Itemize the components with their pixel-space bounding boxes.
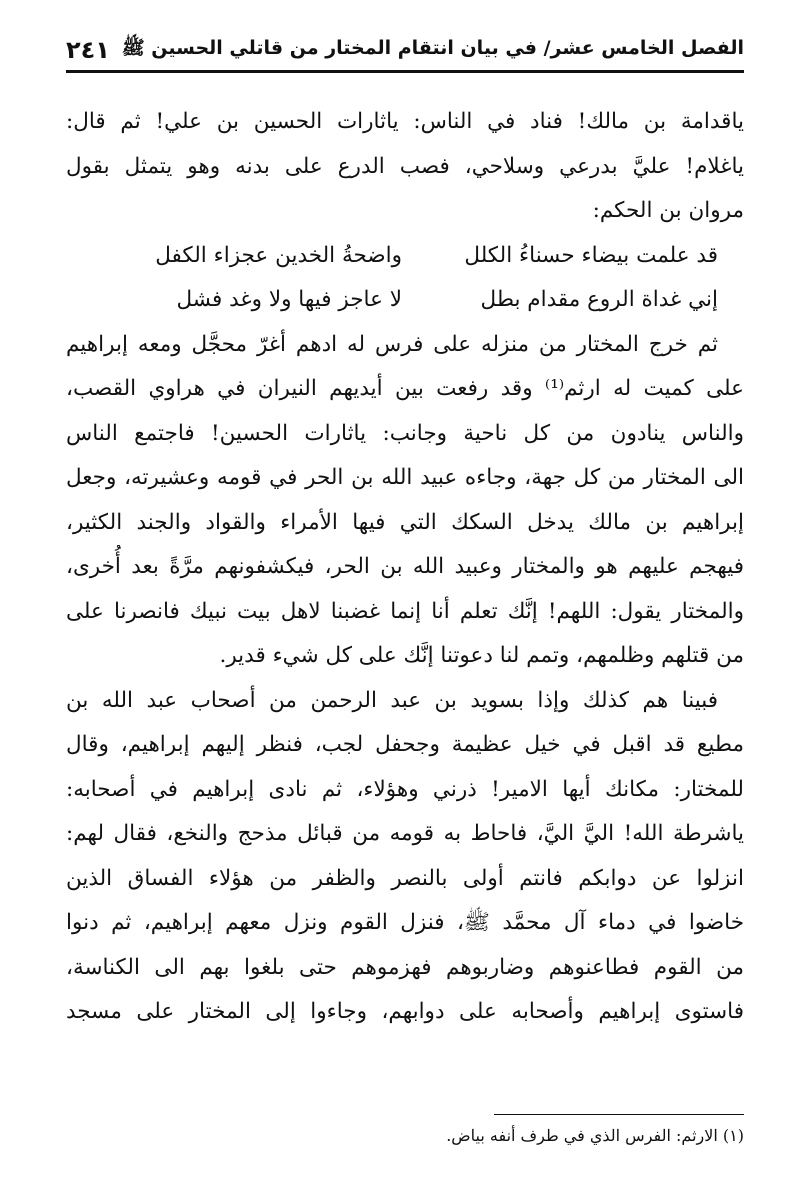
text-line: فبينا هم كذلك وإذا بسويد بن عبد الرحمن من أصحاب عبد الله بن: [66, 687, 718, 713]
text-line: من قتلهم وظلمهم، وتمم لنا دعوتنا إنَّك على كل شيء قدير.: [219, 643, 744, 668]
verse-first-hemistich: إني غداة الروع مقدام بطل: [480, 287, 718, 312]
verse-line: [66, 234, 744, 279]
text-line: الى المختار من كل جهة، وجاءه عبيد الله بن الحر في قومه وعشيرته، وجعل: [66, 465, 744, 490]
text-line: من القوم فطاعنوهم وضاربوهم فهزموهم حتى بلغوا بهم الى الكناسة،: [66, 954, 744, 980]
verse-second-hemistich: واضحةُ الخدين عجزاء الكفل: [155, 242, 402, 268]
text-line: والناس ينادون من كل ناحية وجانب: ياثارات الحسين! فاجتمع الناس: [66, 420, 744, 446]
text-line: ياشرطة الله! اليَّ اليَّ، فاحاط به قومه من قبائل مذحج والنخع، فقال لهم:: [66, 821, 744, 846]
footnote-divider: [494, 1114, 744, 1115]
text-line: فاستوى إبراهيم وأصحابه على دوابهم، وجاءوا إلى المختار على مسجد: [66, 999, 744, 1024]
verse-second-hemistich: لا عاجز فيها ولا وغد فشل: [176, 287, 402, 312]
text-line: مطيع قد اقبل في خيل عظيمة وجحفل لجب، فنظر إليهم إبراهيم، وقال: [66, 732, 744, 757]
text-line: ياقدامة بن مالك! فناد في الناس: ياثارات الحسين بن علي! ثم قال:: [66, 109, 744, 134]
verse-line: [66, 278, 744, 323]
text-line: خاضوا في دماء آل محمَّد ﷺ، فنزل القوم ونزل معهم إبراهيم، ثم دنوا: [66, 910, 744, 935]
text-line: والمختار يقول: اللهم! إنَّك تعلم أنا إنما غضبنا لاهل بيت نبيك فانصرنا على: [66, 598, 744, 624]
running-header: [66, 30, 744, 73]
text-line: فيهجم عليهم هو والمختار وعبيد الله بن الحر، فيكشفونهم مرَّةً بعد أُخرى،: [66, 554, 744, 579]
page-number: ٢٤١: [66, 36, 110, 64]
text-line: مروان بن الحكم:: [592, 198, 744, 223]
verse-first-hemistich: قد علمت بيضاء حسناءُ الكلل: [464, 242, 718, 268]
footnote: (١) الارثم: الفرس الذي في طرف أنفه بياض.: [446, 1126, 744, 1145]
text-line: على كميت له ارثم⁽¹⁾ وقد رفعت بين أيديهم النيران في هراوي القصب،: [66, 376, 744, 401]
main-text: [66, 100, 744, 1035]
text-line: للمختار: مكانك أيها الامير! ذرني وهؤلاء، ثم نادى إبراهيم في أصحابه:: [66, 776, 744, 802]
text-line: انزلوا عن دوابكم فانتم أولى بالنصر والظفر من هؤلاء الفساق الذين: [66, 865, 744, 891]
text-line: ياغلام! عليَّ بدرعي وسلاحي، فصب الدرع على بدنه وهو يتمثل بقول: [66, 153, 744, 179]
text-line: ثم خرج المختار من منزله على فرس له ادهم أغرّ محجَّل ومعه إبراهيم: [66, 331, 718, 357]
text-line: إبراهيم بن مالك يدخل السكك التي فيها الأمراء والقواد والجند الكثير،: [66, 509, 744, 535]
chapter-title: الفصل الخامس عشر/ في بيان انتقام المختار من قاتلي الحسين ﷺ: [121, 37, 744, 59]
